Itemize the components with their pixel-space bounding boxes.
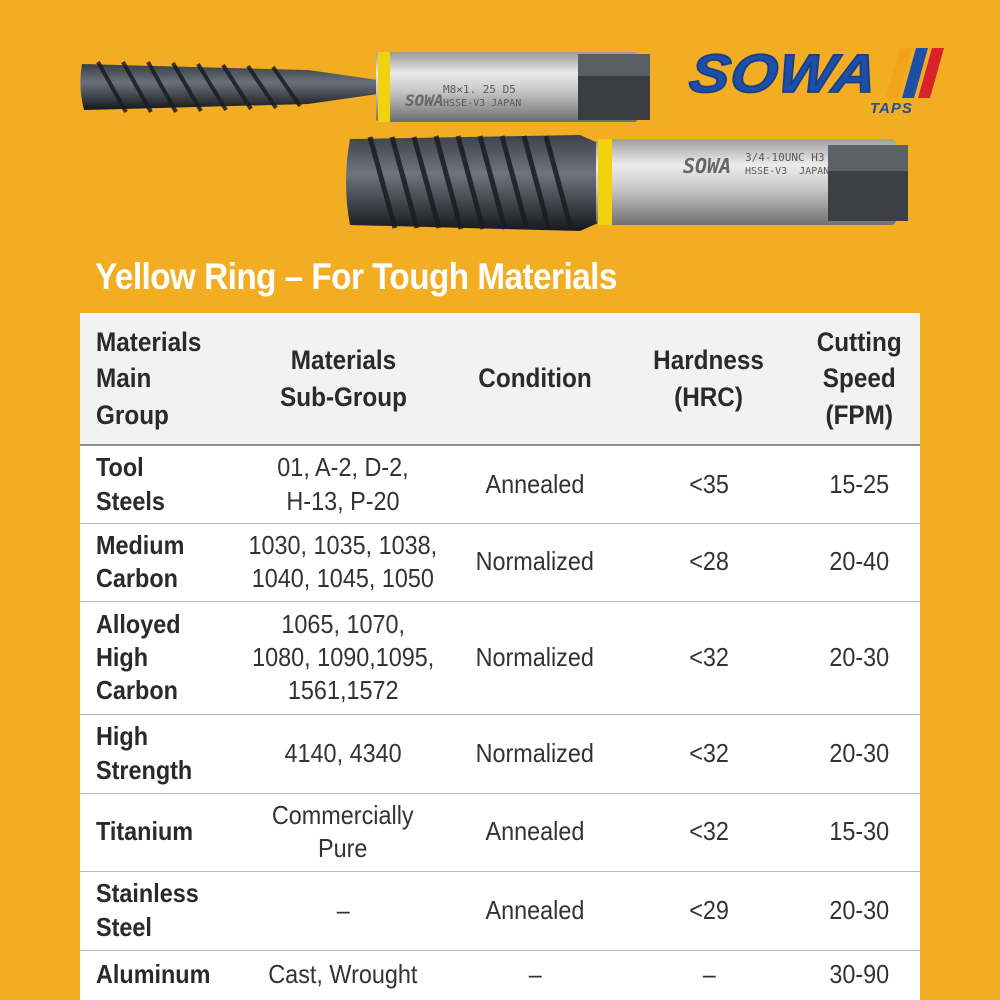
header-condition: Condition	[478, 363, 592, 394]
cell-speed: 15-30	[829, 816, 889, 847]
cell-hardness: <29	[689, 894, 729, 925]
cell-condition: Annealed	[485, 816, 585, 847]
cell-condition: Normalized	[475, 546, 595, 577]
sowa-taps-logo	[685, 40, 955, 120]
cell-hardness: –	[702, 959, 716, 990]
cell-sub-group: 4140, 4340	[284, 737, 402, 768]
cell-main-group: Tool Steels	[96, 452, 165, 516]
cell-main-group: Titanium	[96, 816, 194, 847]
cell-hardness: <32	[689, 816, 729, 847]
cell-main-group: Stainless Steel	[96, 878, 199, 942]
tap-image-3-4	[340, 125, 915, 240]
table-row	[80, 446, 920, 524]
cell-condition: Normalized	[475, 737, 595, 768]
cell-main-group: Alloyed High Carbon	[96, 608, 181, 705]
table-row	[80, 601, 920, 715]
table-row	[80, 523, 920, 602]
tap-marking-2a: 3/4-10UNC H3	[745, 151, 825, 164]
table-row	[80, 871, 920, 951]
brand-subtitle: TAPS	[870, 100, 913, 117]
section-title: Yellow Ring – For Tough Materials	[95, 256, 617, 297]
tap-marking-1b: HSSE-V3 JAPAN	[443, 98, 522, 109]
materials-table	[80, 313, 920, 1000]
cell-main-group: Aluminum	[96, 959, 211, 990]
cell-speed: 20-30	[829, 641, 889, 672]
table-row	[80, 714, 920, 794]
cell-hardness: <28	[689, 546, 729, 577]
cell-condition: Annealed	[485, 468, 585, 499]
cell-sub-group: –	[336, 894, 350, 925]
cell-condition: Annealed	[485, 894, 585, 925]
header-main-group: Materials Main Group	[96, 326, 202, 430]
table-row	[80, 950, 920, 1000]
table-header	[80, 313, 920, 446]
cell-hardness: <32	[689, 641, 729, 672]
tap-image-m8	[78, 42, 658, 132]
cell-speed: 15-25	[829, 468, 889, 499]
cell-condition: –	[528, 959, 542, 990]
cell-sub-group: 01, A-2, D-2, H-13, P-20	[277, 452, 409, 516]
tap-etch-brand-2: SOWA	[683, 154, 732, 178]
cell-main-group: Medium Carbon	[96, 529, 185, 593]
cell-speed: 30-90	[829, 959, 889, 990]
cell-sub-group: Cast, Wrought	[268, 959, 418, 990]
cell-speed: 20-40	[829, 546, 889, 577]
header-cutting-speed: Cutting Speed (FPM)	[816, 326, 902, 430]
cell-hardness: <32	[689, 737, 729, 768]
table-row	[80, 793, 920, 872]
cell-speed: 20-30	[829, 737, 889, 768]
tap-marking-2b: HSSE-V3 JAPAN	[745, 166, 830, 177]
header-hardness: Hardness (HRC)	[653, 345, 765, 412]
cell-main-group: High Strength	[96, 721, 193, 785]
tap-etch-brand-1: SOWA	[405, 91, 444, 110]
brand-name: SOWA	[685, 43, 882, 104]
cell-sub-group: 1065, 1070, 1080, 1090,1095, 1561,1572	[251, 608, 435, 705]
header-sub-group: Materials Sub-Group	[279, 345, 407, 412]
cell-sub-group: 1030, 1035, 1038, 1040, 1045, 1050	[248, 529, 438, 593]
cell-condition: Normalized	[475, 641, 595, 672]
cell-speed: 20-30	[829, 894, 889, 925]
cell-sub-group: Commercially Pure	[272, 799, 414, 863]
brand-stripes-icon	[886, 48, 948, 98]
cell-hardness: <35	[689, 468, 729, 499]
tap-marking-1a: M8×1. 25 D5	[443, 83, 516, 96]
